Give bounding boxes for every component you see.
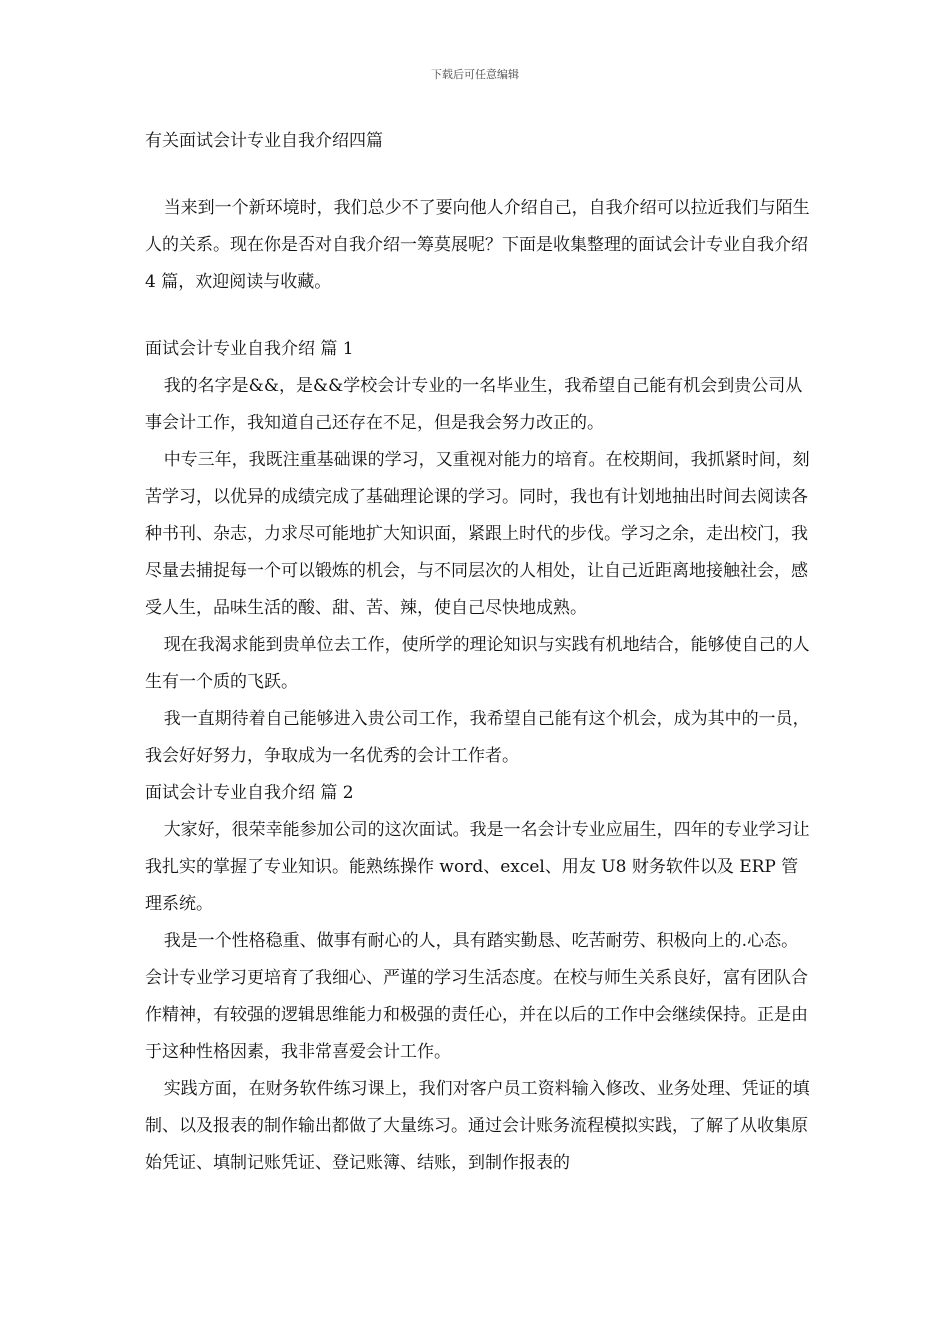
section-1-paragraph-3: 现在我渴求能到贵单位去工作，使所学的理论知识与实践有机地结合，能够使自己的人生有一个质的飞跃。 [145, 635, 810, 692]
section-2-paragraph-1: 大家好，很荣幸能参加公司的这次面试。我是一名会计专业应届生，四年的专业学习让我扎实的掌握了专业知识。能熟练操作 word、excel、用友 U8 财务软件以及 ERP 管理系统。 [145, 820, 810, 914]
section-1-paragraph-2: 中专三年，我既注重基础课的学习，又重视对能力的培育。在校期间，我抓紧时间，刻苦学习，以优异的成绩完成了基础理论课的学习。同时，我也有计划地抽出时间去阅读各种书刊、杂志，力求尽可能地扩大知识面，紧跟上时代的步伐。学习之余，走出校门，我尽量去捕捉每一个可以锻炼的机会，与不同层次的人相处，让自己近距离地接触社会，感受人生，品味生活的酸、甜、苦、辣，使自己尽快地成熟。 [145, 450, 810, 618]
intro-paragraph: 当来到一个新环境时，我们总少不了要向他人介绍自己，自我介绍可以拉近我们与陌生人的关系。现在你是否对自我介绍一筹莫展呢？下面是收集整理的面试会计专业自我介绍 4 篇，欢迎阅读与收藏。 [145, 198, 810, 292]
document-title: 有关面试会计专业自我介绍四篇 [145, 131, 383, 151]
page-header: 下载后可任意编辑 [431, 68, 519, 81]
section-1-paragraph-1: 我的名字是&&，是&&学校会计专业的一名毕业生，我希望自己能有机会到贵公司从事会计工作，我知道自己还存在不足，但是我会努力改正的。 [145, 376, 803, 433]
section-1-heading: 面试会计专业自我介绍 篇 1 [145, 339, 354, 359]
document-body [145, 190, 810, 1182]
spacer [145, 301, 810, 331]
section-1-paragraph-4: 我一直期待着自己能够进入贵公司工作，我希望自己能有这个机会，成为其中的一员，我会好好努力，争取成为一名优秀的会计工作者。 [145, 709, 810, 766]
section-2-paragraph-2: 我是一个性格稳重、做事有耐心的人，具有踏实勤恳、吃苦耐劳、积极向上的.心态。会计专业学习更培育了我细心、严谨的学习生活态度。在校与师生关系良好，富有团队合作精神，有较强的逻辑思维能力和极强的责任心，并在以后的工作中会继续保持。正是由于这种性格因素，我非常喜爱会计工作。 [145, 931, 808, 1062]
section-2-heading: 面试会计专业自我介绍 篇 2 [145, 783, 354, 803]
section-2-paragraph-3: 实践方面，在财务软件练习课上，我们对客户员工资料输入修改、业务处理、凭证的填制、以及报表的制作输出都做了大量练习。通过会计账务流程模拟实践，了解了从收集原始凭证、填制记账凭证、登记账簿、结账，到制作报表的 [145, 1079, 810, 1173]
